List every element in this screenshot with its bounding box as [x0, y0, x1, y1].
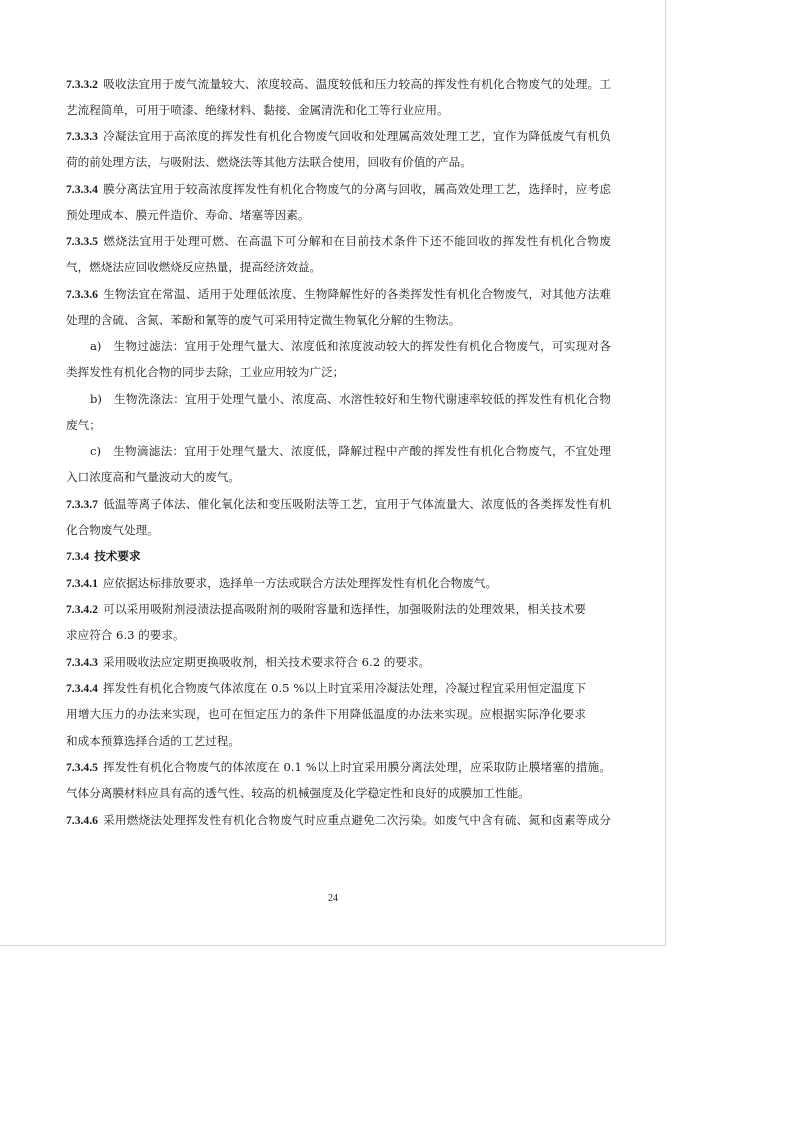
line-text: 气体分离膜材料应具有高的透气性、较高的机械强度及化学稳定性和良好的成膜加工性能。	[66, 786, 530, 800]
paragraph-7-3-4-4-line-1	[66, 681, 586, 696]
paragraph-7-3-4-5-line-2	[66, 786, 611, 800]
line-text: 废气；	[66, 418, 101, 432]
section-heading-7-3-4	[66, 549, 611, 564]
line-text: 低温等离子体法、催化氧化法和变压吸附法等工艺，宜用于气体流量大、浓度低的各类挥发性有机	[102, 497, 611, 511]
list-item-a-line-2	[66, 365, 611, 379]
line-text: 可以采用吸附剂浸渍法提高吸附剂的吸附容量和选择性，加强吸附法的处理效果，相关技术要	[102, 602, 586, 616]
clause-number: 7.3.4.6	[66, 814, 98, 827]
paragraph-7-3-4-4-line-2	[66, 707, 586, 721]
line-text: 和成本预算选择合适的工艺过程。	[66, 734, 240, 748]
line-text: 采用吸收法应定期更换吸收剂，相关技术要求符合 6.2 的要求。	[102, 655, 431, 669]
paragraph-7-3-4-5-line-1	[66, 760, 611, 775]
paragraph-7-3-3-2-line-2	[66, 103, 611, 117]
line-text: 化合物废气处理。	[66, 523, 159, 537]
line-text: 处理的含硫、含氮、苯酚和氰等的废气可采用特定微生物氧化分解的生物法。	[66, 313, 461, 327]
line-text: 应依据达标排放要求，选择单一方法或联合方法处理挥发性有机化合物废气。	[102, 576, 498, 590]
line-text: 入口浓度高和气量波动大的废气。	[66, 470, 240, 484]
clause-number: 7.3.4.1	[66, 577, 98, 590]
paragraph-7-3-3-4-line-1	[66, 182, 611, 197]
line-text: 气，燃烧法应回收燃烧反应热量，提高经济效益。	[66, 260, 322, 274]
clause-number: 7.3.4.5	[66, 761, 98, 774]
paragraph-7-3-4-2-line-2	[66, 628, 611, 642]
paragraph-7-3-4-1-line-1	[66, 576, 611, 591]
paragraph-7-3-3-5-line-2	[66, 260, 611, 274]
line-text: a) 生物过滤法：宜用于处理气量大、浓度低和浓度波动较大的挥发性有机化合物废气，可实现对各	[90, 339, 611, 353]
line-text: 荷的前处理方法，与吸附法、燃烧法等其他方法联合使用，回收有价值的产品。	[66, 155, 472, 169]
line-text: 求应符合 6.3 的要求。	[66, 628, 185, 642]
paragraph-7-3-3-6-line-2	[66, 313, 611, 327]
list-item-b-line-1	[90, 392, 611, 406]
paragraph-7-3-3-3-line-2	[66, 155, 611, 169]
clause-number: 7.3.3.5	[66, 235, 98, 248]
line-text: b) 生物洗涤法：宜用于处理气量小、浓度高、水溶性较好和生物代谢速率较低的挥发性有机化合物	[90, 392, 611, 406]
line-text: 预处理成本、膜元件造价、寿命、堵塞等因素。	[66, 208, 310, 222]
clause-number: 7.3.4.3	[66, 656, 98, 669]
clause-number: 7.3.3.4	[66, 183, 98, 196]
line-text: 挥发性有机化合物废气体浓度在 0.5 %以上时宜采用冷凝法处理，冷凝过程宜采用恒定温度下	[102, 681, 586, 695]
paragraph-7-3-3-3-line-1	[66, 129, 611, 144]
list-item-c-line-1	[90, 444, 611, 458]
line-text: 类挥发性有机化合物的同步去除，工业应用较为广泛；	[66, 365, 345, 379]
clause-number: 7.3.3.7	[66, 498, 98, 511]
paragraph-7-3-4-6-line-1	[66, 813, 611, 828]
paragraph-7-3-3-5-line-1	[66, 234, 611, 249]
list-item-a-line-1	[90, 339, 611, 353]
line-text: 燃烧法宜用于处理可燃、在高温下可分解和在目前技术条件下还不能回收的挥发性有机化合物废	[102, 234, 611, 248]
heading-text: 技术要求	[94, 549, 141, 563]
line-text: 艺流程简单，可用于喷漆、绝缘材料、黏接、金属清洗和化工等行业应用。	[66, 103, 449, 117]
paragraph-7-3-4-2-line-1	[66, 602, 586, 617]
line-text: 用增大压力的办法来实现，也可在恒定压力的条件下用降低温度的办法来实现。应根据实际净化要求	[66, 707, 586, 721]
paragraph-7-3-3-4-line-2	[66, 208, 611, 222]
page-number: 24	[328, 893, 338, 904]
line-text: 膜分离法宜用于较高浓度挥发性有机化合物废气的分离与回收，属高效处理工艺，选择时，应考虑	[102, 182, 611, 196]
clause-number: 7.3.3.3	[66, 130, 98, 143]
clause-number: 7.3.4.4	[66, 682, 98, 695]
clause-number: 7.3.4.2	[66, 603, 98, 616]
paragraph-7-3-3-7-line-1	[66, 497, 611, 512]
line-text: 吸收法宜用于废气流量较大、浓度较高、温度较低和压力较高的挥发性有机化合物废气的处理。工	[102, 77, 611, 91]
line-text: c) 生物滴滤法：宜用于处理气量大、浓度低，降解过程中产酸的挥发性有机化合物废气，不宜处理	[90, 444, 611, 458]
paragraph-7-3-3-7-line-2	[66, 523, 611, 537]
line-text: 生物法宜在常温、适用于处理低浓度、生物降解性好的各类挥发性有机化合物废气，对其他方法难	[102, 287, 611, 301]
clause-number: 7.3.3.6	[66, 288, 98, 301]
paragraph-7-3-4-3-line-1	[66, 655, 611, 670]
paragraph-7-3-4-4-line-3	[66, 734, 611, 748]
line-text: 冷凝法宜用于高浓度的挥发性有机化合物废气回收和处理属高效处理工艺，宜作为降低废气有机负	[102, 129, 611, 143]
clause-number: 7.3.4	[66, 550, 90, 563]
line-text: 挥发性有机化合物废气的体浓度在 0.1 %以上时宜采用膜分离法处理，应采取防止膜堵塞的措施。	[102, 760, 611, 774]
paragraph-7-3-3-6-line-1	[66, 287, 611, 302]
paragraph-7-3-3-2-line-1	[66, 77, 611, 92]
line-text: 采用燃烧法处理挥发性有机化合物废气时应重点避免二次污染。如废气中含有硫、氮和卤素等成分	[102, 813, 611, 827]
list-item-c-line-2	[66, 470, 611, 484]
list-item-b-line-2	[66, 418, 611, 432]
clause-number: 7.3.3.2	[66, 78, 98, 91]
